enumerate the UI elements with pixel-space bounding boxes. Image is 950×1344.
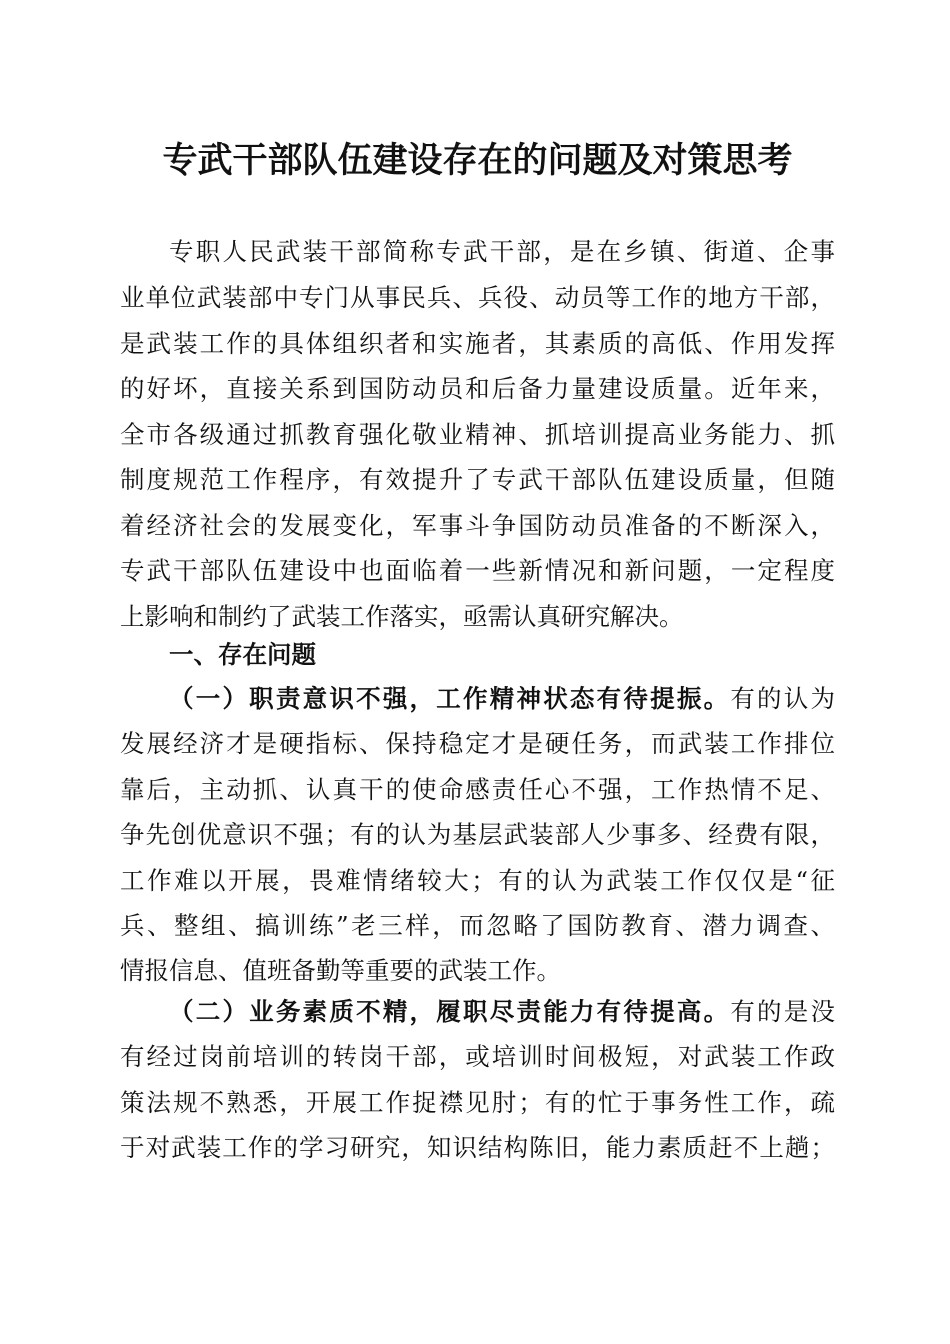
intro-line: 专职人民武装干部简称专武干部，是在乡镇、街道、企事 [169, 237, 835, 266]
section-heading: 一、存在问题 [169, 640, 316, 669]
item1-lead: （一）职责意识不强，工作精神状态有待提振。 [169, 684, 731, 713]
intro-line: 全市各级通过抓教育强化敬业精神、抓培训提高业务能力、抓 [120, 420, 835, 449]
intro-line: 的好坏，直接关系到国防动员和后备力量建设质量。近年来， [120, 374, 835, 403]
intro-line: 制度规范工作程序，有效提升了专武干部队伍建设质量，但随 [120, 465, 835, 494]
item1-line: 情报信息、值班备勤等重要的武装工作。 [120, 956, 561, 985]
intro-line: 上影响和制约了武装工作落实，亟需认真研究解决。 [120, 602, 684, 631]
item2-line: 策法规不熟悉，开展工作捉襟见肘；有的忙于事务性工作，疏 [120, 1088, 835, 1117]
item1-line: 靠后，主动抓、认真干的使命感责任心不强，工作热情不足、 [120, 775, 835, 804]
item1-line: 兵、整组、搞训练”老三样，而忽略了国防教育、潜力调查、 [120, 911, 835, 940]
item2-first-rest: 有的是没 [730, 997, 835, 1026]
item1-line: 发展经济才是硬指标、保持稳定才是硬任务，而武装工作排位 [120, 729, 835, 758]
item1-first-line [169, 676, 835, 722]
intro-line: 着经济社会的发展变化，军事斗争国防动员准备的不断深入， [120, 511, 835, 540]
item2-line: 于对武装工作的学习研究，知识结构陈旧，能力素质赶不上趟； [120, 1133, 835, 1162]
item1-line: 工作难以开展，畏难情绪较大；有的认为武装工作仅仅是“征 [120, 866, 835, 895]
item1-line: 争先创优意识不强；有的认为基层武装部人少事多、经费有限， [120, 820, 835, 849]
item2-first-line [169, 989, 835, 1035]
item1-first-rest: 有的认为 [730, 684, 835, 713]
item2-line: 有经过岗前培训的转岗干部，或培训时间极短，对武装工作政 [120, 1042, 835, 1071]
item2-lead: （二）业务素质不精，履职尽责能力有待提高。 [169, 997, 731, 1026]
intro-line: 是武装工作的具体组织者和实施者，其素质的高低、作用发挥 [120, 329, 835, 358]
document-title: 专武干部队伍建设存在的问题及对策思考 [162, 140, 793, 181]
intro-line: 专武干部队伍建设中也面临着一些新情况和新问题，一定程度 [120, 556, 835, 585]
intro-line: 业单位武装部中专门从事民兵、兵役、动员等工作的地方干部， [120, 283, 835, 312]
